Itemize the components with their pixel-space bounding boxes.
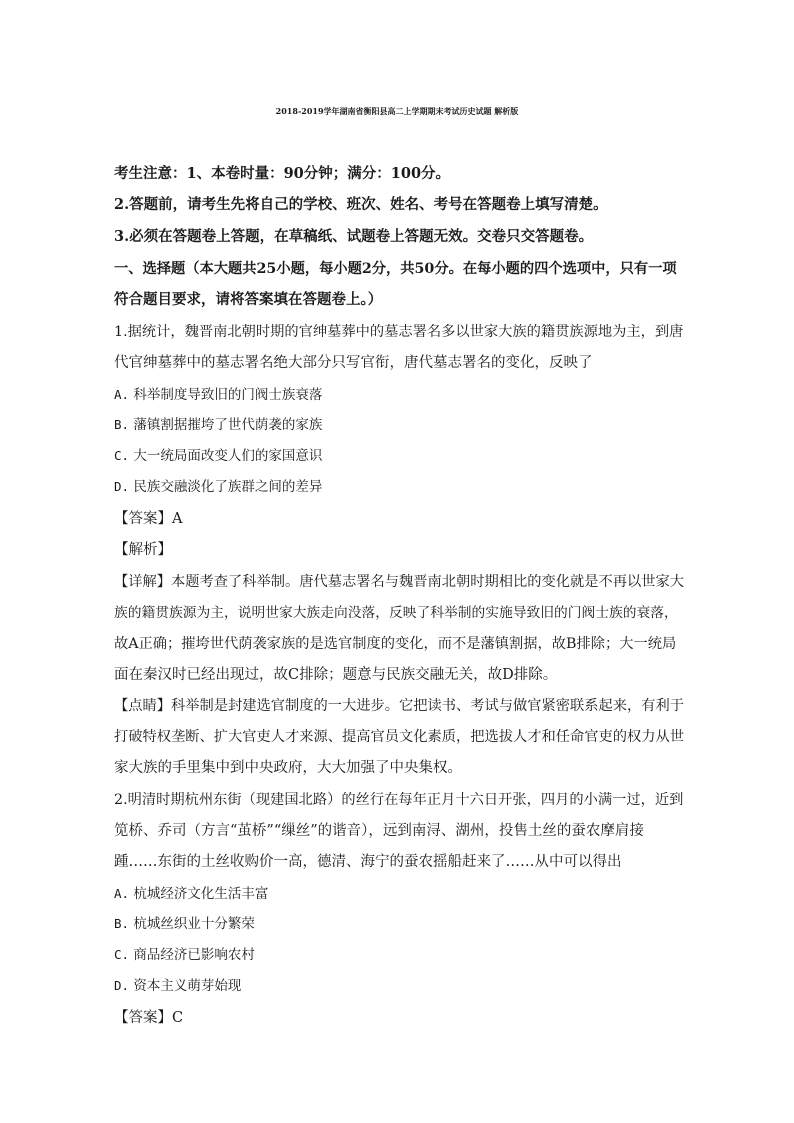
q1-detail-line-3: 故A正确；摧垮世代荫袭家族的是选官制度的变化，而不是藩镇割据，故B排除；大一统局: [114, 636, 677, 652]
q2-option-a-letter: A.: [114, 886, 130, 901]
q1-stem-line-2: 代官绅墓葬中的墓志署名绝大部分只写官衔，唐代墓志署名的变化，反映了: [114, 355, 593, 371]
q2-option-d-text: 资本主义萌芽始现: [133, 978, 242, 994]
q1-option-b: [114, 415, 322, 435]
q2-option-a: [114, 884, 268, 904]
q1-option-a: [114, 385, 322, 405]
exam-notice-line-1: 考生注意：1、本卷时量：90分钟；满分：100分。: [114, 165, 451, 182]
q2-option-a-text: 杭城经济文化生活丰富: [133, 886, 269, 902]
section-heading-line-1: 一、选择题（本大题共25小题，每小题2分，共50分。在每小题的四个选项中，只有一项: [114, 261, 677, 277]
q2-option-b-text: 杭城丝织业十分繁荣: [133, 916, 255, 932]
q1-point-line-1: 【点睛】科举制是封建选官制度的一大进步。它把读书、考试与做官紧密联系起来，有利于: [114, 698, 685, 714]
q1-option-d: [114, 477, 322, 497]
q1-option-a-letter: A.: [114, 387, 130, 402]
q2-option-d-letter: D.: [114, 978, 130, 993]
q1-option-c-letter: C.: [114, 448, 130, 463]
q1-option-b-letter: B.: [114, 417, 130, 432]
section-heading-line-2: 符合题目要求，请将答案填在答题卷上。）: [114, 291, 383, 308]
exam-notice-line-2: 2.答题前，请考生先将自己的学校、班次、姓名、考号在答题卷上填写清楚。: [114, 196, 608, 213]
q2-stem-line-2: 笕桥、乔司（方言“茧桥”“缫丝”的谐音），远到南浔、湖州，投售土丝的蚕农摩肩接: [114, 823, 644, 839]
q1-detail-line-4: 面在秦汉时已经出现过，故C排除；题意与民族交融无关，故D排除。: [114, 667, 558, 683]
q1-point-line-3: 家大族的手里集中到中央政府，大大加强了中央集权。: [114, 760, 462, 776]
q1-detail-line-1: 【详解】本题考查了科举制。唐代墓志署名与魏晋南北朝时期相比的变化就是不再以世家大: [114, 574, 685, 590]
q1-option-a-text: 科举制度导致旧的门阀士族衰落: [133, 387, 323, 403]
q1-option-c: [114, 446, 322, 466]
q1-stem-line-1: 1.据统计，魏晋南北朝时期的官绅墓葬中的墓志署名多以世家大族的籍贯族源地为主，到唐: [114, 324, 684, 340]
exam-notice-line-3: 3.必须在答题卷上答题，在草稿纸、试题卷上答题无效。交卷只交答题卷。: [114, 228, 594, 245]
q1-point-line-2: 打破特权垄断、扩大官吏人才来源、提高官员文化素质，把选拔人才和任命官吏的权力从世: [114, 729, 685, 745]
q2-answer: 【答案】C: [114, 1010, 184, 1026]
q2-option-b: [114, 914, 255, 934]
q1-option-d-text: 民族交融淡化了族群之间的差异: [133, 479, 323, 495]
q1-option-c-text: 大一统局面改变人们的家国意识: [133, 448, 323, 464]
q1-option-b-text: 藩镇割据摧垮了世代荫袭的家族: [133, 417, 323, 433]
q2-option-d: [114, 976, 241, 996]
q2-option-c-text: 商品经济已影响农村: [133, 947, 255, 963]
q1-answer: 【答案】A: [114, 511, 183, 527]
q1-option-d-letter: D.: [114, 479, 130, 494]
q2-stem-line-3: 踵……东街的土丝收购价一高，德清、海宁的蚕农摇船赶来了……从中可以得出: [114, 854, 622, 870]
q2-option-c-letter: C.: [114, 947, 130, 962]
q2-option-c: [114, 945, 255, 965]
q1-analysis-label: 【解析】: [114, 542, 172, 558]
q2-stem-line-1: 2.明清时期杭州东街（现建国北路）的丝行在每年正月十六日开张，四月的小满一过，近到: [114, 792, 684, 808]
q1-detail-line-2: 族的籍贯族源为主，说明世家大族走向没落，反映了科举制的实施导致旧的门阀士族的衰落，: [114, 605, 678, 621]
q2-option-b-letter: B.: [114, 916, 130, 931]
document-title: 2018-2019学年湖南省衡阳县高二上学期期末考试历史试题 解析版: [275, 106, 519, 116]
